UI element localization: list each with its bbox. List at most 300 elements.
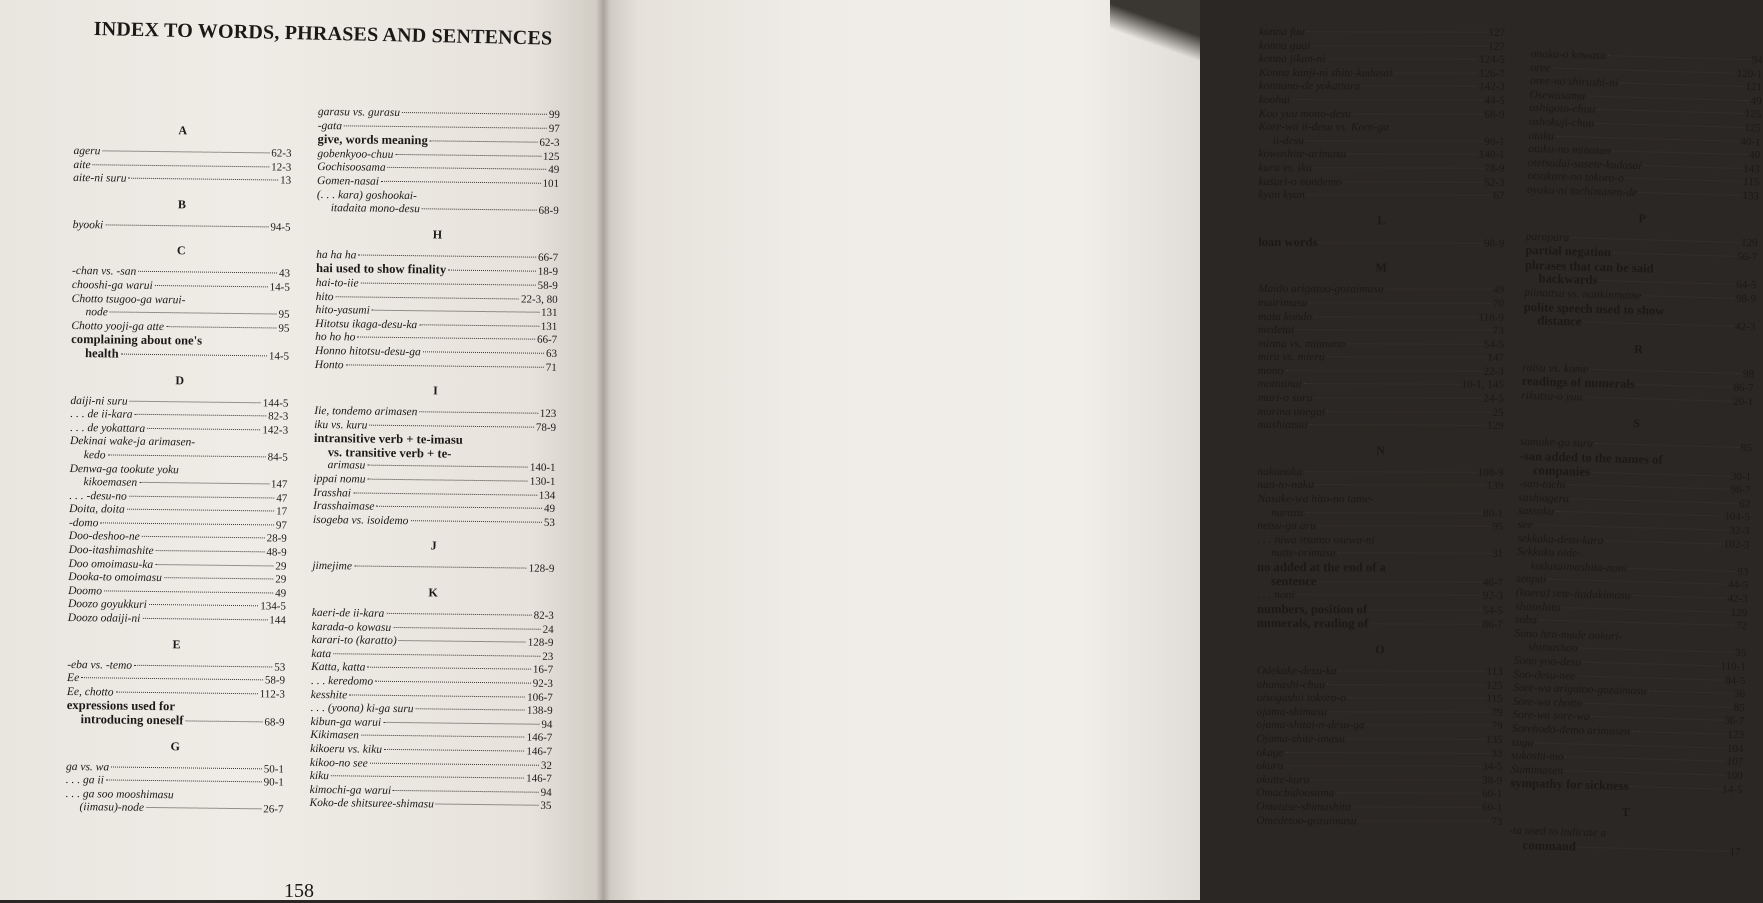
dot-leader <box>349 694 525 697</box>
entry-term: iku vs. kuru <box>314 418 368 432</box>
section-letter: D <box>175 372 185 387</box>
section-letter: H <box>432 227 443 242</box>
index-entry <box>1257 706 1503 720</box>
entry-term: Honno hitotsu-desu-ga <box>314 344 421 359</box>
dot-leader <box>1620 83 1743 87</box>
entry-term: murina onegai <box>1257 405 1326 418</box>
dot-leader <box>384 749 524 752</box>
entry-page-ref: 47 <box>276 492 288 505</box>
entry-term: Irasshai <box>313 486 352 500</box>
entry-page-ref: 84-5 <box>267 451 288 464</box>
dot-leader <box>155 285 268 287</box>
entry-page-ref: 121 <box>1745 81 1763 94</box>
entry-page-ref: 29 <box>275 560 287 573</box>
entry-page-ref: 10-1, 145 <box>1461 379 1504 392</box>
entry-term: Chotto yooji-ga atte <box>71 319 165 333</box>
index-entry <box>1258 236 1504 251</box>
entry-term: . . . niwa itsumo osewa-ni <box>1257 533 1375 547</box>
dot-leader <box>1309 302 1491 304</box>
dot-leader <box>1316 485 1485 487</box>
entry-term: Soo-desu-nee <box>1513 668 1576 683</box>
dot-leader <box>1296 329 1491 331</box>
entry-page-ref: 128-9 <box>527 636 554 650</box>
index-entry <box>317 202 559 219</box>
entry-page-ref: 43 <box>278 267 291 281</box>
entry-page-ref: 53 <box>274 661 286 674</box>
dot-leader <box>130 400 261 403</box>
dot-leader <box>142 536 265 539</box>
entry-page-ref: 44-5 <box>1727 579 1749 592</box>
entry-term: loan words <box>1258 234 1318 249</box>
entry-term: mata kondo <box>1257 310 1312 323</box>
dot-leader <box>336 296 519 299</box>
entry-term: expressions used for <box>66 698 176 714</box>
entry-term: hai used to show finality <box>315 261 447 277</box>
entry-term: Doo omoimasu-ka <box>68 557 154 571</box>
entry-page-ref: 71 <box>545 361 557 374</box>
dot-leader <box>375 681 531 684</box>
entry-page-ref: 134-5 <box>260 600 287 614</box>
section-letter: P <box>1638 210 1647 225</box>
dot-leader <box>430 141 538 143</box>
index-entry <box>1258 297 1504 311</box>
entry-page-ref: 99 <box>548 108 560 121</box>
index-entry <box>1257 692 1503 706</box>
entry-page-ref: 33 <box>1491 747 1503 760</box>
dot-leader <box>395 154 541 157</box>
entry-term: command <box>1522 837 1577 854</box>
dot-leader <box>1306 140 1483 142</box>
entry-page-ref: 58-9 <box>537 279 558 292</box>
entry-term: samuke-ga suru <box>1519 436 1594 451</box>
dot-leader <box>110 312 277 315</box>
entry-term: mono <box>1257 364 1284 377</box>
entry-page-ref: 22-3, 80 <box>520 293 558 306</box>
entry-page-ref: 40-1 <box>1740 135 1761 149</box>
dot-leader <box>367 667 531 670</box>
dot-leader <box>381 181 541 184</box>
entry-page-ref: 44-5 <box>1484 94 1505 107</box>
section-letter: J <box>430 538 437 553</box>
entry-term: minna vs. minnano <box>1257 337 1346 350</box>
index-entry <box>66 713 284 730</box>
entry-page-ref: 49 <box>548 164 560 177</box>
dot-leader <box>1632 595 1725 599</box>
entry-term: complaining about one's <box>71 332 203 348</box>
dot-leader <box>1590 368 1741 373</box>
dot-leader <box>368 479 528 482</box>
dot-leader <box>1347 343 1482 344</box>
entry-term: muri-o suru <box>1257 392 1313 405</box>
dot-leader <box>1596 123 1742 128</box>
dot-leader <box>1292 99 1483 101</box>
entry-page-ref: 53 <box>543 516 555 529</box>
dot-leader <box>139 482 269 485</box>
entry-term: Hitotsu ikaga-desu-ka <box>315 317 418 331</box>
index-entry <box>1257 575 1503 590</box>
entry-term: kuru vs. iku <box>1258 161 1312 175</box>
entry-page-ref: 56-7 <box>1736 250 1758 264</box>
dot-leader <box>1314 316 1477 318</box>
entry-page-ref: 36-7 <box>1723 715 1745 728</box>
dot-leader <box>393 790 539 793</box>
entry-term: kudasaimashita-noni <box>1530 560 1628 575</box>
dot-leader <box>1539 620 1734 626</box>
section-letter: L <box>1377 213 1386 228</box>
entry-term: raisu vs. kome <box>1521 361 1589 376</box>
dot-leader <box>146 807 261 809</box>
dot-leader <box>1552 67 1734 73</box>
entry-term: Sore-wa sore-wa <box>1512 709 1590 724</box>
entry-term: narazu <box>1271 506 1304 519</box>
entry-page-ref: 73 <box>1492 324 1504 337</box>
entry-term: sentence <box>1271 573 1317 588</box>
dot-leader <box>1562 607 1729 613</box>
dot-leader <box>1353 806 1480 807</box>
entry-page-ref: 115 <box>1743 176 1760 189</box>
index-entry <box>1257 534 1503 548</box>
entry-term: Ee, chotto <box>66 685 114 699</box>
entry-term: ageru <box>73 144 101 158</box>
entry-page-ref: 17 <box>276 505 288 518</box>
entry-term: hito <box>315 290 334 303</box>
right-page <box>603 0 1763 900</box>
index-entry <box>1257 479 1503 493</box>
entry-term: Doomo <box>68 584 103 598</box>
dot-leader <box>388 167 547 170</box>
entry-page-ref: 97 <box>548 122 560 135</box>
entry-page-ref: 84-5 <box>1725 674 1746 687</box>
entry-term: readings of numerals <box>1521 374 1635 392</box>
dot-leader <box>1318 525 1491 527</box>
index-entry <box>1256 774 1502 788</box>
dot-leader <box>1583 322 1733 327</box>
index-entry <box>1257 719 1503 733</box>
index-entry <box>73 172 291 188</box>
entry-page-ref: 135 <box>1485 733 1503 746</box>
index-entry <box>315 358 557 375</box>
dot-leader <box>415 708 524 710</box>
section-letter: N <box>1376 443 1385 458</box>
dot-leader <box>436 804 539 806</box>
entry-term: oshigoto-chuu <box>1529 102 1596 117</box>
entry-term: itadaita mono-desu <box>330 202 420 216</box>
dot-leader <box>1362 86 1477 87</box>
index-entry <box>1256 801 1502 815</box>
entry-term: -domo <box>68 516 99 530</box>
entry-page-ref: 13 <box>280 174 292 187</box>
dot-leader <box>1327 684 1484 686</box>
dot-leader <box>1305 512 1481 514</box>
entry-page-ref: 18-9 <box>537 266 559 279</box>
entry-page-ref: 94 <box>541 718 553 731</box>
entry-page-ref: 124-5 <box>1479 53 1505 67</box>
entry-term: ojama-shimasu <box>1256 705 1327 718</box>
entry-term: kikoemasen <box>83 476 138 489</box>
entry-term: konna fuu <box>1258 26 1305 39</box>
entry-term: okutte-kuru <box>1256 773 1310 786</box>
dot-leader <box>367 465 528 468</box>
dot-leader <box>127 509 274 512</box>
entry-page-ref: 32-3 <box>1729 524 1750 538</box>
entry-term: no added at the end of a <box>1257 559 1386 575</box>
entry-page-ref: 127 <box>1488 40 1505 53</box>
dot-leader <box>166 326 276 328</box>
dot-leader <box>1328 58 1478 60</box>
entry-term: ho ho ho <box>315 331 356 344</box>
entry-page-ref: 54-5 <box>1482 604 1503 617</box>
dot-leader <box>1597 109 1743 114</box>
entry-page-ref: 146-7 <box>526 745 553 758</box>
entry-page-ref: 95 <box>1492 521 1504 534</box>
entry-term: ohanashi-chuu <box>1256 678 1326 691</box>
dot-leader <box>1567 484 1728 490</box>
entry-term: ojama-shitai-n-desu-ga <box>1256 719 1365 732</box>
entry-term: karari-to (karatto) <box>311 634 397 648</box>
entry-page-ref: 139 <box>1486 480 1504 493</box>
dot-leader <box>1608 55 1750 60</box>
dot-leader <box>1338 553 1490 555</box>
entry-term: distance <box>1537 313 1582 329</box>
entry-term: kikoeru vs. kiku <box>310 742 383 756</box>
entry-page-ref: 62-3 <box>539 136 560 150</box>
dot-leader <box>1643 165 1741 169</box>
entry-term: jimejime <box>312 560 353 573</box>
entry-page-ref: 118-9 <box>1478 311 1505 324</box>
entry-page-ref: 60-1 <box>1482 801 1503 814</box>
index-entry <box>1258 392 1504 406</box>
entry-page-ref: 40 <box>1748 149 1761 162</box>
entry-page-ref: 125 <box>542 150 560 163</box>
entry-page-ref: 35 <box>540 800 552 813</box>
entry-term: garasu vs. gurasu <box>317 106 401 120</box>
entry-term: kusuri-o nondemo <box>1258 175 1342 188</box>
dot-leader <box>1556 511 1723 517</box>
index-entry <box>1259 67 1505 81</box>
entry-term: backwards <box>1538 271 1598 288</box>
dot-leader <box>370 762 539 765</box>
entry-term: phrases that can be said <box>1524 257 1654 276</box>
entry-term: mairimasu <box>1258 296 1308 310</box>
entry-page-ref: 67 <box>1493 189 1505 202</box>
entry-term: Koo yuu mono-desu <box>1258 107 1351 120</box>
entry-page-ref: 48-9 <box>266 546 287 559</box>
entry-page-ref: 25 <box>1492 406 1504 419</box>
entry-term: kesshite <box>310 688 348 701</box>
entry-term: oisogashii tokoro-o <box>1256 692 1347 705</box>
entry-term: Maido arigatoo-gozaimasu <box>1258 283 1384 296</box>
dot-leader <box>1394 72 1477 73</box>
entry-term: Doo-itashimashite <box>68 544 154 558</box>
index-entry <box>68 612 286 628</box>
entry-page-ref: 49 <box>275 587 287 600</box>
entry-term: nan-to-naku <box>1257 479 1314 492</box>
entry-term: ha ha ha <box>316 248 357 262</box>
entry-term: konnano-de yokattara <box>1258 80 1361 93</box>
dot-leader <box>1307 31 1487 33</box>
entry-term: parapara <box>1525 230 1570 244</box>
entry-page-ref: 129 <box>1730 606 1748 619</box>
dot-leader <box>147 428 260 430</box>
entry-term: Omatase-shimashita <box>1256 800 1351 814</box>
entry-term: Denwa-ga tookute yoku <box>69 462 179 476</box>
dot-leader <box>1605 540 1721 544</box>
entry-term: polite speech used to show <box>1523 299 1665 318</box>
entry-term: partial negation <box>1525 243 1612 260</box>
dot-leader <box>372 310 539 313</box>
entry-page-ref: 38-9 <box>1482 774 1503 787</box>
dot-leader <box>354 566 527 569</box>
index-entry <box>1256 747 1502 761</box>
dot-leader <box>1548 579 1726 585</box>
dot-leader <box>333 653 540 657</box>
index-entry <box>1258 351 1504 365</box>
dot-leader <box>106 780 262 783</box>
dot-leader <box>81 677 263 680</box>
entry-page-ref: 26-7 <box>263 803 284 816</box>
dot-leader <box>1639 192 1740 196</box>
entry-page-ref: 34-5 <box>1482 760 1503 773</box>
entry-term: shimashoo <box>1528 641 1578 655</box>
entry-term: Ee <box>67 672 80 685</box>
entry-page-ref: 96-7 <box>1730 483 1751 497</box>
dot-leader <box>1583 662 1718 667</box>
entry-term: Omachidoosama <box>1256 787 1335 800</box>
entry-term: sassoku <box>1517 505 1554 519</box>
entry-page-ref: 142-3 <box>1479 81 1505 94</box>
dot-leader <box>1535 742 1725 748</box>
dot-leader <box>1367 725 1490 726</box>
dot-leader <box>1339 670 1485 672</box>
entry-term: -gata <box>317 119 343 132</box>
entry-term: . . . de ii-kara <box>70 408 133 421</box>
entry-page-ref: 86-7 <box>1733 382 1754 395</box>
dot-leader <box>1327 411 1491 413</box>
entry-term: koohai <box>1258 93 1291 107</box>
entry-term: Odekake-desu-ka <box>1256 664 1337 678</box>
dot-leader <box>1613 150 1747 155</box>
entry-page-ref: 144 <box>269 614 286 627</box>
entry-term: Honto <box>314 358 344 371</box>
entry-term: daiji-ni suru <box>70 394 128 408</box>
entry-page-ref: 97 <box>275 519 288 532</box>
entry-page-ref: 112-3 <box>259 688 285 701</box>
entry-page-ref: 95 <box>278 322 290 335</box>
entry-page-ref: 17 <box>1729 845 1741 858</box>
entry-page-ref: 30-1 <box>1730 470 1752 483</box>
entry-term: Doozo odaiji-ni <box>67 611 141 625</box>
dot-leader <box>1577 675 1723 680</box>
index-entry <box>1259 26 1505 40</box>
entry-term: chooshi-ga warui <box>71 278 153 292</box>
entry-page-ref: 104 <box>1726 742 1744 755</box>
entry-page-ref: 113 <box>1486 665 1503 678</box>
index-entry <box>1258 406 1504 420</box>
entry-page-ref: 68-9 <box>538 204 559 218</box>
entry-page-ref: 82-3 <box>268 410 289 423</box>
entry-term: . . . ga ii <box>65 774 104 787</box>
entry-term: . . . ga soo mooshimasu <box>65 787 174 802</box>
section-letter: S <box>1633 416 1641 431</box>
dot-leader <box>399 640 526 643</box>
entry-page-ref: 68-9 <box>1484 108 1505 121</box>
entry-page-ref: 106-7 <box>527 691 553 704</box>
entry-term: mushiatsui <box>1257 419 1308 432</box>
dot-leader <box>1626 178 1741 182</box>
index-entry <box>1258 365 1504 379</box>
dot-leader <box>1327 357 1486 359</box>
entry-term: oree-no shirushi-ni <box>1529 75 1619 90</box>
entry-term: aite-ni suru <box>73 172 127 185</box>
entry-term: Konna kanji-ni shite-kudasai <box>1258 66 1393 80</box>
entry-page-ref: 54-5 <box>1483 338 1504 351</box>
dot-leader <box>186 720 263 722</box>
dot-leader <box>1565 770 1724 775</box>
entry-term: sekkaku-desu-kara <box>1517 532 1604 547</box>
entry-page-ref: 50-1 <box>263 762 285 776</box>
index-title: INDEX TO WORDS, PHRASES AND SENTENCES <box>93 18 553 50</box>
entry-page-ref: 28-9 <box>266 532 287 546</box>
entry-page-ref: 58-9 <box>264 674 286 687</box>
dot-leader <box>1566 756 1725 761</box>
dot-leader <box>1285 765 1480 767</box>
entry-term: numerals, reading of <box>1256 616 1369 631</box>
dot-leader <box>1599 280 1734 285</box>
entry-page-ref: 146-7 <box>526 772 552 786</box>
entry-page-ref: 86-7 <box>1482 619 1503 632</box>
entry-page-ref: 147 <box>1487 352 1504 365</box>
dot-leader <box>1304 384 1460 386</box>
index-entry <box>1259 80 1505 94</box>
entry-term: Dekinai wake-ja arimasen- <box>69 435 196 449</box>
dot-leader <box>402 112 547 115</box>
entry-term: Kore-wa ii-desu vs. Kore-ga <box>1258 121 1389 134</box>
dot-leader <box>448 270 536 272</box>
entry-term: Iie, tondemo arimasen <box>314 405 418 419</box>
entry-page-ref: 70 <box>1493 297 1505 310</box>
entry-page-ref: 127 <box>1488 26 1505 39</box>
entry-term: . . . (yoona) ki-ga suru <box>310 702 414 716</box>
section-letter: A <box>178 123 188 138</box>
entry-term: health <box>84 346 119 361</box>
entry-term: Doozo goyukkuri <box>67 598 147 612</box>
entry-page-ref: 143 <box>1743 162 1760 176</box>
index-entry <box>1259 94 1505 108</box>
dot-leader <box>1348 697 1485 698</box>
entry-page-ref: 98-9 <box>1484 237 1505 250</box>
dot-leader <box>1370 624 1480 625</box>
dot-leader <box>1307 194 1492 196</box>
entry-term: node <box>85 306 108 319</box>
dot-leader <box>116 691 258 694</box>
entry-term: vs. transitive verb + te- <box>327 445 452 461</box>
entry-page-ref: 123 <box>1727 728 1745 742</box>
entry-term: numbers, position of <box>1256 601 1368 617</box>
entry-page-ref: 49 <box>544 503 556 516</box>
entry-term: Sore-wa arigatoo-gozaimasu <box>1512 681 1647 698</box>
entry-term: kyan kyan <box>1258 189 1305 202</box>
entry-term: sukoshi-mo <box>1511 749 1564 764</box>
dot-leader <box>1584 702 1731 707</box>
index-entry <box>1258 189 1504 203</box>
entry-page-ref: 95 <box>1740 442 1753 455</box>
entry-page-ref: 49 <box>1750 94 1762 108</box>
dot-leader <box>1578 846 1728 851</box>
entry-term: . . . de yokattara <box>70 421 146 435</box>
entry-term: gobenkyoo-chuu <box>317 147 394 161</box>
entry-page-ref: 93 <box>1737 565 1749 579</box>
entry-page-ref: 22-3 <box>1483 365 1504 378</box>
